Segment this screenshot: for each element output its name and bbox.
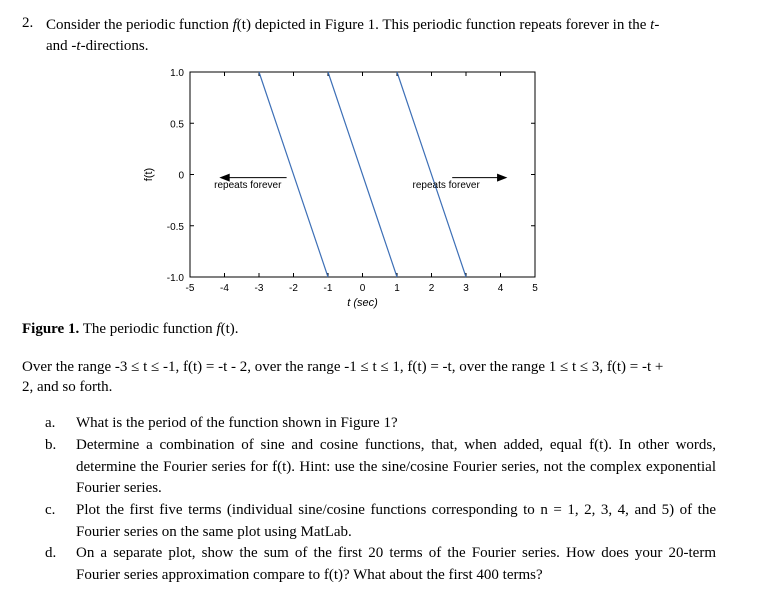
x-axis-label: t (sec): [347, 297, 378, 309]
range-line-1: Over the range -3 ≤ t ≤ -1, f(t) = -t - 2, over the range -1 ≤ t ≤ 1, f(t) = -t, over the range 1 ≤ t ≤ 3, f(t) = -t +: [22, 359, 664, 375]
question-c: [45, 500, 720, 544]
x-tick-label: -3: [254, 283, 264, 294]
series-line: [397, 72, 466, 277]
caption-f: f: [216, 321, 221, 337]
intro-a: Consider the periodic function: [46, 17, 233, 33]
x-tick-label: 3: [463, 283, 469, 294]
x-tick-label: 5: [532, 283, 538, 294]
x-tick-label: -4: [220, 283, 229, 294]
x-tick-label: 2: [428, 283, 435, 294]
x-tick-label: -5: [185, 283, 195, 294]
intro-f: f: [232, 17, 237, 33]
y-tick-label: 0.5: [170, 119, 184, 131]
question-label: c.: [45, 502, 56, 518]
x-tick-label: -1: [323, 283, 333, 294]
caption-text: The periodic function: [79, 321, 217, 337]
intro-arg: (t): [236, 17, 251, 33]
range-line-2: 2, and so forth.: [22, 379, 113, 395]
question-a: [45, 413, 720, 435]
question-text: What is the period of the function shown in Figure 1?: [76, 415, 398, 431]
caption-label: Figure 1.: [22, 321, 80, 337]
problem-number: 2.: [22, 15, 34, 31]
intro-b: depicted in Figure 1. This periodic function repeats forever in the: [250, 17, 651, 33]
series-line: [259, 72, 328, 277]
problem-statement: Consider the periodic function f(t) depicted in Figure 1. This periodic function repeats forever in the t- and -t-directions.: [46, 17, 660, 54]
line2-b: -directions.: [80, 38, 149, 54]
y-tick-label: 0: [178, 170, 184, 182]
line2-a: and -: [46, 38, 77, 54]
caption-arg: (t).: [220, 321, 239, 337]
intro-dir-t: t: [650, 17, 655, 33]
question-d: [45, 543, 720, 587]
question-label: a.: [45, 415, 56, 431]
question-text: Determine a combination of sine and cosine functions, that, when added, equal f(t). In other words, determine the Fourier series for f(t). Hint: use the sine/cosine Fourier series, not the complex exponential Fourier series.: [76, 437, 716, 496]
question-label: b.: [45, 437, 57, 453]
line2-t: t: [76, 38, 81, 54]
annotation-right: repeats forever: [412, 179, 480, 191]
question-text: On a separate plot, show the sum of the first 20 terms of the Fourier series. How does your 20-term Fourier series approximation compare to f(t)? What about the first 400 terms?: [76, 545, 716, 583]
question-text: Plot the first five terms (individual sine/cosine functions corresponding to n = 1, 2, 3, 4, and 5) of the Fourier series on the same plot using MatLab.: [76, 502, 716, 540]
x-tick-label: -2: [289, 283, 298, 294]
range-description: [22, 357, 744, 397]
x-tick-label: 4: [497, 283, 504, 294]
question-b: [45, 435, 720, 501]
y-axis-label: f(t): [143, 167, 155, 182]
y-tick-label: -1.0: [166, 273, 184, 284]
question-label: d.: [45, 545, 57, 561]
figure-caption: [22, 321, 239, 338]
right-arrow-head: [497, 174, 507, 182]
y-tick-label: -0.5: [166, 221, 184, 233]
x-tick-label: 1: [394, 283, 400, 294]
y-tick-label: 1.0: [170, 68, 184, 79]
series-line: [328, 72, 397, 277]
annotation-left: repeats forever: [214, 179, 282, 191]
x-tick-label: 0: [359, 283, 366, 294]
